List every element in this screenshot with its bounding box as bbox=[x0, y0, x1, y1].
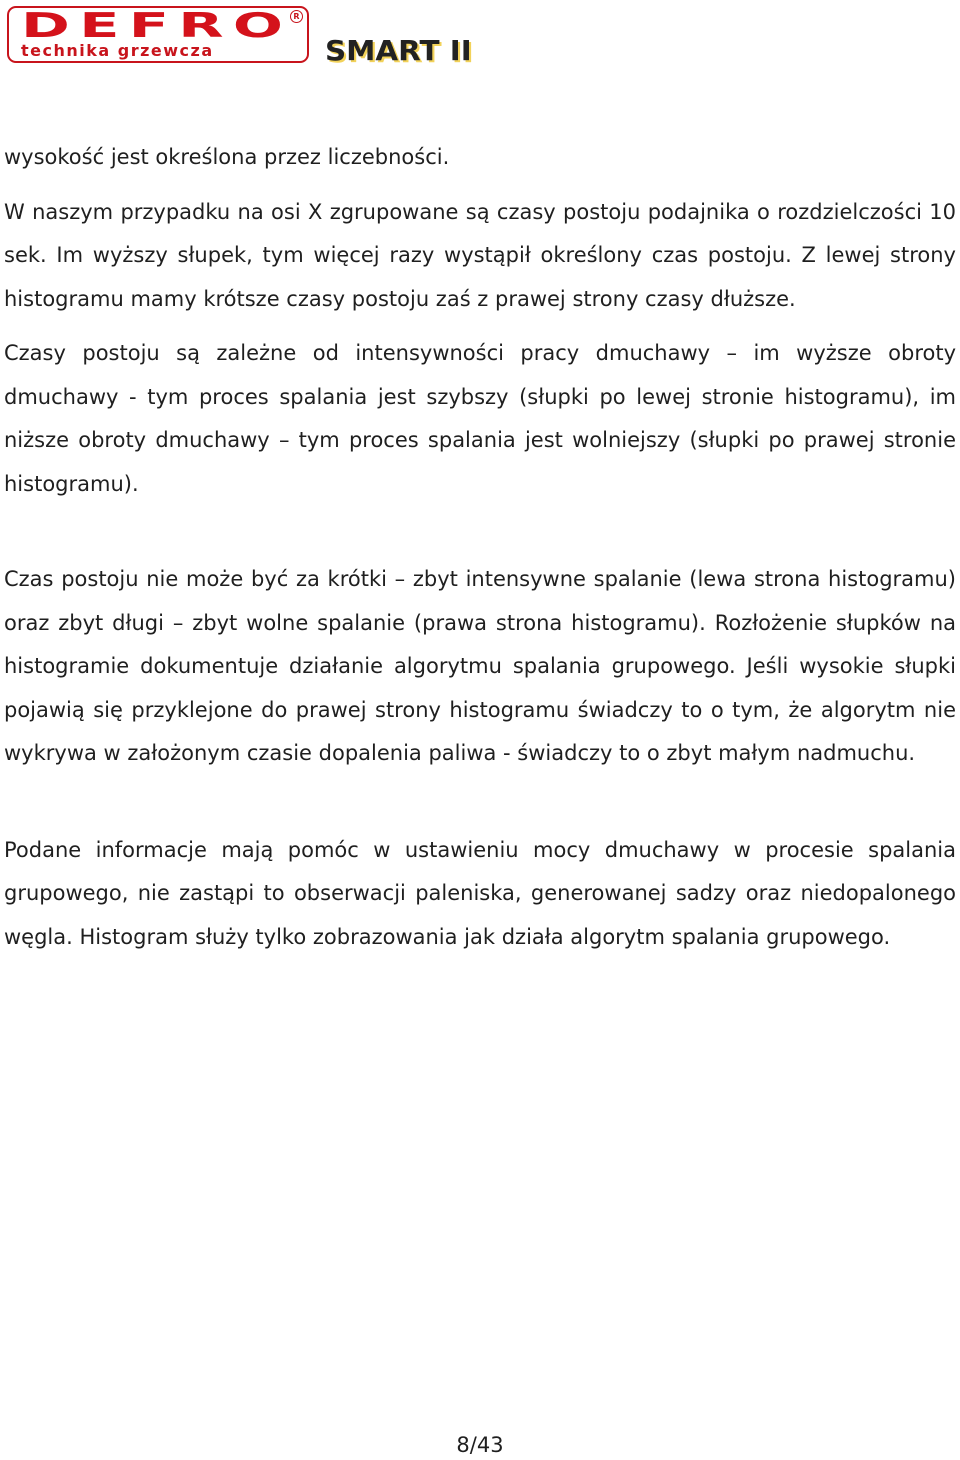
paragraph-1: wysokość jest określona przez liczebności. bbox=[4, 145, 450, 169]
product-name: SMART II bbox=[325, 34, 472, 67]
logo-brand-text: DEFRO bbox=[21, 5, 293, 45]
paragraph-4: Czas postoju nie może być za krótki – zbyt intensywne spalanie (lewa strona histogramu) oraz zbyt długi – zbyt wolne spalanie (prawa strona histogramu). Rozłożenie słupków na histogramie dokumentuje działanie algorytmu spalania grupowego. Jeśli wysokie słupki pojawią się przyklejone do prawej strony histogramu świadczy to o tym, że algorytm nie wykrywa w założonym czasie dopalenia paliwa - świadczy to o zbyt małym nadmuchu. bbox=[4, 567, 956, 765]
paragraph-5: Podane informacje mają pomóc w ustawieniu mocy dmuchawy w procesie spalania grupowego, nie zastąpi to obserwacji paleniska, generowanej sadzy oraz niedopalonego węgla. Histogram służy tylko zobrazowania jak działa algorytm spalania grupowego. bbox=[4, 837, 956, 949]
document-body bbox=[4, 136, 956, 959]
paragraph-2: W naszym przypadku na osi X zgrupowane są czasy postoju podajnika o rozdzielczości 10 sek. Im wyższy słupek, tym więcej razy wystąpił określony czas postoju. Z lewej strony histogramu mamy krótsze czasy postoju zaś z prawej strony czasy dłuższe. bbox=[4, 199, 956, 311]
logo-tagline: technika grzewcza bbox=[21, 41, 214, 60]
registered-mark-icon: R bbox=[290, 10, 303, 23]
page-header bbox=[0, 0, 960, 80]
defro-logo bbox=[7, 6, 309, 63]
paragraph-3: Czasy postoju są zależne od intensywności pracy dmuchawy – im wyższe obroty dmuchawy - tym proces spalania jest szybszy (słupki po lewej stronie histogramu), im niższe obroty dmuchawy – tym proces spalania jest wolniejszy (słupki po prawej stronie histogramu). bbox=[4, 341, 956, 496]
page-number: 8/43 bbox=[456, 1433, 504, 1457]
